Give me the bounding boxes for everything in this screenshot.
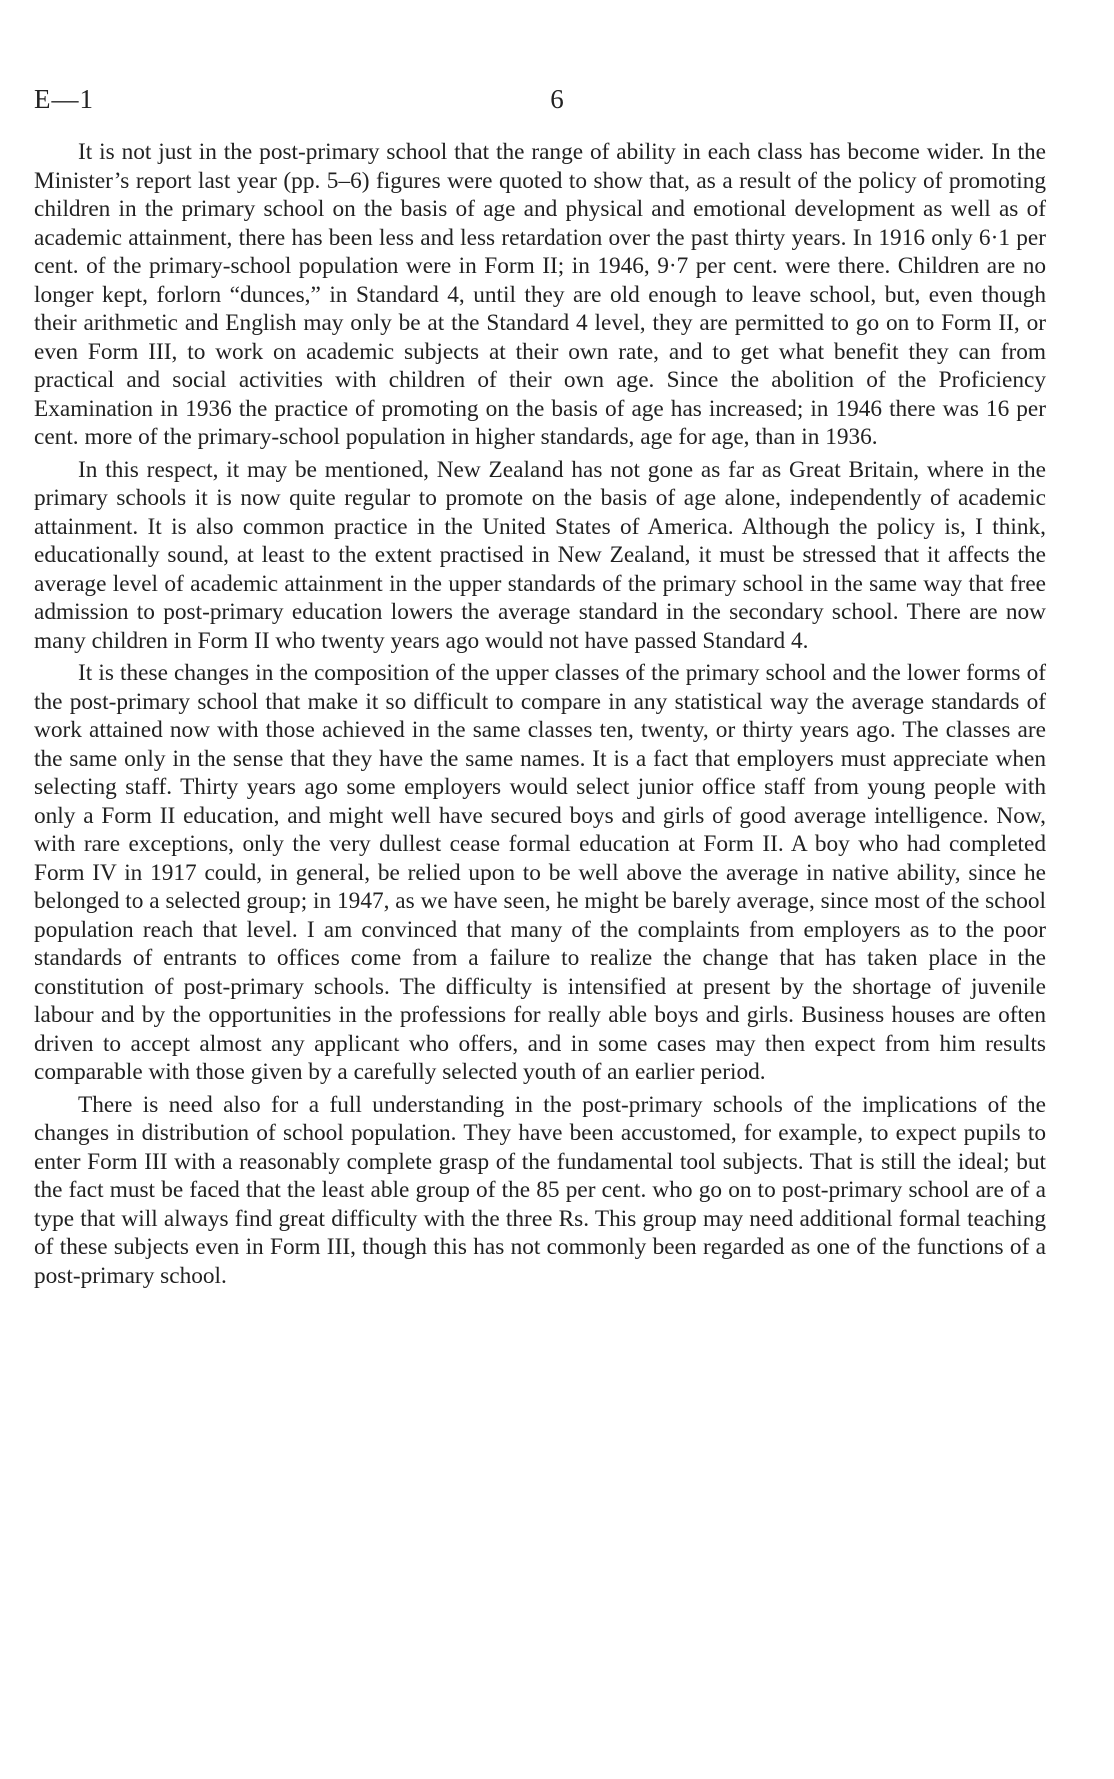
body-text <box>34 138 1046 1294</box>
paragraph: In this respect, it may be mentioned, New Zealand has not gone as far as Great Britain, where in the primary schools it is now quite regular to promote on the basis of age alone, independently of academic attainment. It is also common practice in the United States of America. Although the policy is, I think, educationally sound, at least to the extent practised in New Zealand, it must be stressed that it affects the average level of academic attainment in the upper standards of the primary school in the same way that free admission to post-primary education lowers the average standard in the secondary school. There are now many children in Form II who twenty years ago would not have passed Standard 4. <box>34 456 1046 654</box>
page-number: 6 <box>550 84 564 114</box>
paragraph: It is not just in the post-primary school that the range of ability in each class has become wider. In the Minister’s report last year (pp. 5–6) figures were quoted to show that, as a result of the policy of promoting children in the primary school on the basis of age and physical and emotional development as well as of academic attainment, there has been less and less retardation over the past thirty years. In 1916 only 6·1 per cent. of the primary-school population were in Form II; in 1946, 9·7 per cent. were there. Children are no longer kept, forlorn “dunces,” in Standard 4, until they are old enough to leave school, but, even though their arithmetic and English may only be at the Standard 4 level, they are permitted to go on to Form II, or even Form III, to work on academic subjects at their own rate, and to get what benefit they can from practical and social activities with children of their own age. Since the abolition of the Proficiency Examination in 1936 the practice of promoting on the basis of age has increased; in 1946 there was 16 per cent. more of the primary-school population in higher standards, age for age, than in 1936. <box>34 139 1046 450</box>
paragraph: It is these changes in the composition of the upper classes of the primary school and the lower forms of the post-primary school that make it so difficult to compare in any statistical way the average standards of work attained now with those achieved in the same classes ten, twenty, or thirty years ago. The classes are the same only in the sense that they have the same names. It is a fact that employers must appreciate when selecting staff. Thirty years ago some employers would select junior office staff from young people with only a Form II education, and might well have secured boys and girls of good average intelligence. Now, with rare exceptions, only the very dullest cease formal education at Form II. A boy who had completed Form IV in 1917 could, in general, be relied upon to be well above the average in native ability, since he belonged to a selected group; in 1947, as we have seen, he might be barely average, since most of the school population reach that level. I am convinced that many of the complaints from employers as to the poor standards of entrants to offices come from a failure to realize the change that has taken place in the constitution of post-primary schools. The difficulty is intensified at present by the shortage of juvenile labour and by the opportunities in the professions for really able boys and girls. Business houses are often driven to accept almost any applicant who offers, and in some cases may then expect from him results comparable with those given by a carefully selected youth of an earlier period. <box>34 660 1046 1085</box>
page-header <box>34 84 1080 124</box>
document-reference: E—1 <box>34 84 94 114</box>
paragraph: There is need also for a full understanding in the post-primary schools of the implications of the changes in distribution of school population. They have been accustomed, for example, to expect pupils to enter Form III with a reasonably complete grasp of the fundamental tool subjects. That is still the ideal; but the fact must be faced that the least able group of the 85 per cent. who go on to post-primary school are of a type that will always find great difficulty with the three Rs. This group may need additional formal teaching of these subjects even in Form III, though this has not commonly been regarded as one of the functions of a post-primary school. <box>34 1091 1046 1289</box>
